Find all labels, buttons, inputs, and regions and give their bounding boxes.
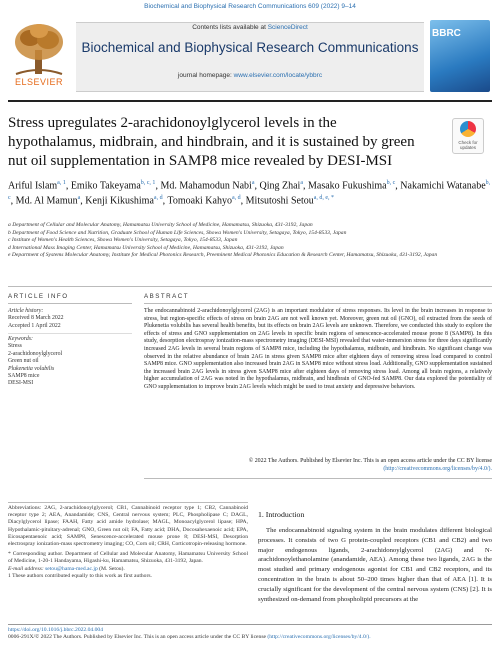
journal-title[interactable]: Biochemical and Biophysical Research Communications (81, 40, 419, 55)
affiliation-b: b Department of Food Science and Nutrition, Graduate School of Human Life Sciences, Showa Women's University, Setagaya, Tokyo, 154-8533, Japan (8, 229, 347, 236)
email-suffix: (M. Setou). (97, 565, 125, 572)
abbreviations-note: Abbreviations: 2AG, 2-arachidonoylglycerol; CB1, Cannabinoid receptor type 1; CB2, Cannabinoid receptor type 2; AEA, Anandamide; CNS, Central nervous system; PLC, Phospholipase C; DAGL, Diacylglycerol lipase; FAAH, Fatty acid amide hydrolase; MAGL, Monoacylglycerol lipase; HPA, Hypothalamic-pituitary-adrenal; GNO, Green nut oil; FA, Fatty acid; DHA, Docosahexaenoic acid; EPA, Eicosapentaenoic acid; SAMP8, Senescence-accelerated mouse prone 8; DESI-MSI, Desorption electrospray ionization-mass spectrometry imaging; CO, Corn oil; CRH, Corticotropin-releasing hormone. (8, 505, 248, 548)
email-label: E-mail address: (8, 565, 46, 572)
license-link[interactable]: (http://creativecommons.org/licenses/by/4.0/). (383, 465, 492, 472)
affiliation-c: c Institute of Women's Health Sciences, Showa Women's University, Setagaya, Tokyo, 154-8533, Japan (8, 237, 238, 244)
keyword: Green nut oil (8, 358, 39, 365)
author-affiliation-marker[interactable]: a, d (231, 195, 241, 202)
affiliation-list (8, 222, 492, 260)
article-title: Stress upregulates 2-arachidonoylglycerol levels in the hypothalamus, midbrain, and hindbrain, and it is sustained by green nut oil supplementation in SAMP8 mice revealed by DESI-MSI (8, 115, 415, 169)
abstract-bottom-divider (144, 478, 492, 479)
check-updates-label: Check for updates (458, 140, 478, 150)
author-name[interactable]: Mitsutoshi Setou (245, 195, 314, 207)
article-history (8, 308, 132, 330)
history-label: Article history: (8, 308, 44, 314)
abstract-body: The endocannabinoid 2-arachidonoylglycerol (2AG) is an important modulator of stress responses. Its level in the brain increases in response to stress, but region-specific effects of stress on brain 2AG are not well known yet. Moreover, green nut oil (GNO), oil extracted from the seeds of Plukenetia volubilis has several health benefits, but its effects on brain 2AG levels are unknown. Therefore, we conducted this study to explore the effects of stress and GNO supplementation on 2AG levels in specific brain regions of senescence-accelerated mouse prone 8 (SAMP8). In this study, desorption electrospray ionization-mass spectrometry imaging (DESI-MSI) revealed that water-immersion stress for three days significantly increased 2AG levels in several brain regions of SAMP8 mice, including the hypothalamus, midbrain, and hindbrain. No significant change was observed in the relative abundance of brain 2AG in stress given SAMP8 mice after eighteen days of removing stress load compared to control SAMP8 mice. GNO supplementation also increased brain 2AG in SAMP8 mice without stress load. Additionally, GNO supplementation sustained the increased brain 2AG levels in stress given SAMP8 mice after eighteen days of removing stress load. Among all brain regions, a relatively higher accumulation of 2AG was noted in the hypothalamus, midbrain, and hindbrain of GNO-fed SAMP8. Our data explored the potentiality of GNO supplementation to improve brain 2AG levels which might be used to treat anxiety and depressive behaviors. (144, 308, 492, 390)
author-affiliation-marker[interactable]: a (251, 180, 255, 186)
check-updates-icon (460, 121, 476, 137)
doi-link[interactable]: https://doi.org/10.1016/j.bbrc.2022.04.004 (8, 627, 103, 633)
author-affiliation-marker[interactable]: b, c, 1 (140, 180, 156, 186)
keyword: Stress (8, 343, 22, 350)
email-link[interactable]: setou@hama-med.ac.jp (45, 565, 98, 572)
publisher-logo-text: ELSEVIER (14, 77, 64, 87)
introduction-heading: 1. Introduction (258, 510, 305, 519)
author-name[interactable]: Emiko Takeyama (70, 180, 141, 192)
abstract-copyright (144, 458, 492, 473)
author-affiliation-marker[interactable]: a, d, e, * (313, 195, 335, 202)
abstract-divider (144, 303, 492, 304)
keywords-label: Keywords: (8, 336, 33, 342)
publication-info (8, 627, 492, 642)
author-name[interactable]: Masako Fukushima (308, 180, 387, 192)
keyword: 2-arachidonoylglycerol (8, 350, 63, 357)
equal-contribution-note: 1 These authors contributed equally to this work as first authors. (8, 572, 152, 579)
license-line (8, 634, 492, 641)
affiliation-a: a Department of Cellular and Molecular Anatomy, Hamamatsu University School of Medicine, Hamamatsu, Shizuoka, 431-3192, Japan (8, 222, 313, 228)
header-divider (8, 100, 492, 102)
contents-line (76, 24, 424, 31)
homepage-label: journal homepage: (177, 72, 234, 79)
author-affiliation-marker[interactable]: a (300, 180, 303, 186)
author-name[interactable]: Ariful Islam (8, 180, 58, 192)
bottom-divider (8, 624, 492, 625)
keywords-section (8, 336, 132, 388)
abstract-heading: ABSTRACT (144, 293, 190, 300)
author-name[interactable]: Nakamichi Watanabe (400, 180, 486, 192)
author-affiliation-marker[interactable]: b, c (386, 180, 396, 186)
keyword: SAMP8 mice (8, 373, 40, 380)
journal-cover-title: BBRC (432, 28, 461, 39)
author-affiliation-marker[interactable]: a, 1 (57, 180, 66, 186)
email-note (8, 566, 248, 573)
sciencedirect-link[interactable]: ScienceDirect (267, 24, 308, 31)
contents-text: Contents lists available at (192, 24, 268, 31)
accepted-date: Accepted 1 April 2022 (8, 322, 61, 329)
keyword: Plukenetia volubilis (8, 365, 55, 372)
homepage-link[interactable]: www.elsevier.com/locate/ybbrc (233, 72, 323, 79)
article-info-divider (8, 303, 132, 304)
journal-reference[interactable]: Biochemical and Biophysical Research Communications 609 (2022) 9–14 (144, 3, 356, 10)
author-affiliation-marker[interactable]: a, d (153, 195, 163, 202)
footnotes (8, 505, 248, 580)
introduction-body: The endocannabinoid signaling system in the brain modulates different biological processes. It consists of two G protein-coupled receptors (CB1 and CB2) and two major endogenous ligands, 2-arachidonoylglycerol (2AG) and N-arachidonoylethanolamine (anandamide, AEA). Among these two ligands, 2AG is the most studied and primary endogenous agonist for CB1 and CB2 receptors, and its concentration in the brain is about 50–200 times higher than that of AEA [1]. It is crucially significant for the development of the central nervous system (CNS) [2]. It is synthesized on-demand from phospholipid precursors at the (258, 527, 492, 603)
author-list: Ariful Islam$^{a, 1}$, Emiko Takeyama$^{b, c, 1}$, Md. Mahamodun Nabi$^a$, Qing Zhai$^a$, Masako Fukushima$^{b, c}$, Nakamichi Watanabe$^{b, c}$, Md. Al Mamun$^a$, Kenji Kikushima$^{a, d}$, Tomoaki Kahyo$^{a, d}$, Mitsutoshi Setou$^{a, d, e, *}$ (8, 180, 491, 207)
affiliation-d: d International Mass Imaging Center, Hamamatsu University School of Medicine, Hamamatsu, Shizuoka, 431-3192, Japan (8, 244, 284, 251)
author-affiliation-marker[interactable]: b, c (8, 180, 491, 202)
journal-homepage-line (76, 72, 424, 79)
keyword: DESI-MSI (8, 380, 34, 387)
author-name[interactable]: Kenji Kikushima (85, 195, 154, 207)
article-info-heading: ARTICLE INFO (8, 293, 69, 300)
footnote-divider (8, 502, 248, 503)
author-name[interactable]: Md. Al Mamun (15, 195, 78, 207)
bottom-license-link[interactable]: (http://creativecommons.org/licenses/by/4.0/). (267, 634, 371, 641)
author-name[interactable]: Md. Mahamodun Nabi (160, 180, 252, 192)
author-affiliation-marker[interactable]: a (77, 195, 81, 202)
received-date: Received 8 March 2022 (8, 315, 64, 322)
keywords-divider (8, 333, 132, 334)
copyright-text: © 2022 The Authors. Published by Elsevier Inc. This is an open access article under the CC BY license (248, 458, 492, 464)
corresponding-author-note: * Corresponding author. Department of Cellular and Molecular Anatomy, Hamamatsu University School of Medicine, 1-20-1 Handayama, Higashi-ku, Hamamatsu, Shizuoka, 431-3192, Japan. (8, 551, 248, 565)
author-name[interactable]: Tomoaki Kahyo (167, 195, 232, 207)
author-name[interactable]: Qing Zhai (259, 180, 301, 192)
journal-header-band (76, 22, 424, 92)
affiliation-e: e Department of Systems Molecular Anatomy, Institute for Medical Photonics Research, Preeminent Medical Photonics Education & Research Center, Hamamatsu, Shizuoka, 431-3192, Japan (8, 252, 438, 259)
section-divider (8, 286, 492, 287)
license-text: 0006-291X/© 2022 The Authors. Published by Elsevier Inc. This is an open access article under the CC BY license (8, 634, 268, 641)
